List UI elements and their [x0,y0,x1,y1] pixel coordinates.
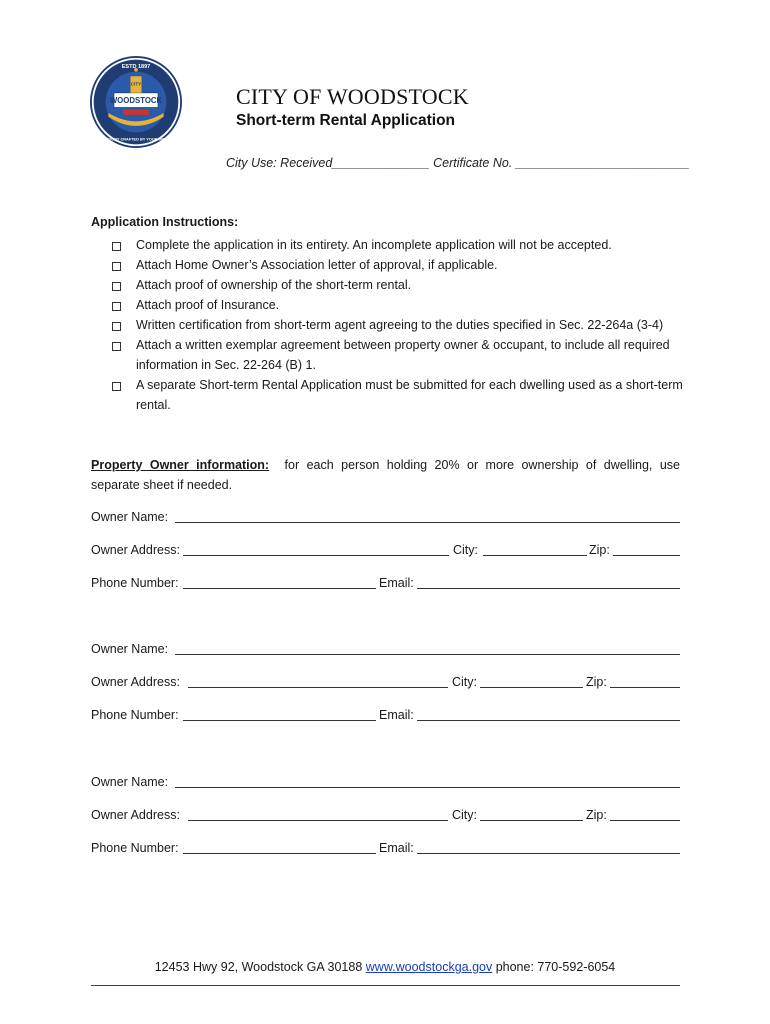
owner-address-row [91,543,680,561]
owner-address-field[interactable] [188,808,448,821]
instruction-text: Attach a written exemplar agreement between property owner & occupant, to include all required information in Sec. 22-264 (B) 1. [136,338,670,372]
owner-email-label: Email: [379,708,414,722]
checkbox-icon [112,282,121,291]
owner-address-label: Owner Address: [91,808,180,822]
instruction-item [112,375,692,415]
owner-name-field[interactable] [175,510,680,523]
owner-address-field[interactable] [183,543,449,556]
footer-website-link[interactable]: www.woodstockga.gov [365,960,493,974]
checkbox-icon [112,322,121,331]
instruction-text: Attach proof of Insurance. [136,298,280,312]
owner-address-label: Owner Address: [91,675,180,689]
property-owner-label: Property Owner information: [91,458,270,472]
instruction-item [112,235,692,255]
city-use-line: City Use: Received______________ Certificate No. _________________________ [226,156,690,170]
owner-name-label: Owner Name: [91,510,169,524]
owner-city-field[interactable] [480,808,583,821]
owner-email-field[interactable] [417,841,680,854]
owner-name-field[interactable] [175,775,680,788]
owner-city-label: City: [452,675,477,689]
seal-center-text: WOODSTOCK [109,95,163,105]
owner-city-label: City: [453,543,478,557]
owner-zip-field[interactable] [610,808,680,821]
seal-city-label: CITY [130,81,142,87]
instructions-heading: Application Instructions: [91,215,239,229]
owner-zip-field[interactable] [610,675,680,688]
instruction-text: A separate Short-term Rental Application must be submitted for each dwelling used as a short-term rental. [136,378,683,412]
owner-name-label: Owner Name: [91,775,169,789]
property-owner-text: for each person holding 20% or more ownership of dwelling, use separate sheet if needed. [91,458,680,492]
owner-address-label: Owner Address: [91,543,180,557]
owner-zip-label: Zip: [586,808,607,822]
checkbox-icon [112,302,121,311]
owner-phone-label: Phone Number: [91,708,179,722]
city-seal-logo [90,56,182,148]
instructions-list [112,235,692,415]
instruction-item [112,275,692,295]
owner-phone-label: Phone Number: [91,841,179,855]
owner-address-row [91,675,680,693]
owner-name-row [91,775,680,793]
page-footer [0,960,770,974]
checkbox-icon [112,382,121,391]
owner-city-label: City: [452,808,477,822]
seal-ring-text: OUR STORY CRAFTED BY YOUR DREAMS [96,137,176,142]
footer-address: 12453 Hwy 92, Woodstock GA 30188 [154,960,363,974]
property-owner-intro [91,455,680,495]
owner-zip-label: Zip: [589,543,610,557]
owner-name-row [91,510,680,528]
owner-city-field[interactable] [483,543,587,556]
owner-address-row [91,808,680,826]
owner-zip-label: Zip: [586,675,607,689]
owner-email-field[interactable] [417,708,680,721]
checkbox-icon [112,262,121,271]
instruction-text: Attach proof of ownership of the short-term rental. [136,278,412,292]
seal-top-text: ESTD 1897 [121,63,151,70]
owner-email-field[interactable] [417,576,680,589]
owner-phone-field[interactable] [183,841,376,854]
owner-phone-row [91,841,680,859]
owner-zip-field[interactable] [613,543,680,556]
instruction-item [112,295,692,315]
owner-name-field[interactable] [175,642,680,655]
instruction-item [112,315,692,335]
footer-phone: phone: 770-592-6054 [495,960,616,974]
page-subtitle: Short-term Rental Application [236,112,456,129]
footer-divider [91,985,680,986]
owner-email-label: Email: [379,576,414,590]
owner-address-field[interactable] [188,675,448,688]
instruction-text: Complete the application in its entirety. An incomplete application will not be accepted. [136,238,612,252]
owner-phone-row [91,576,680,594]
instruction-item [112,335,692,375]
owner-name-row [91,642,680,660]
owner-email-label: Email: [379,841,414,855]
instruction-text: Written certification from short-term agent agreeing to the duties specified in Sec. 22-264a (3-4) [136,318,664,332]
instruction-item [112,255,692,275]
page-title: CITY OF WOODSTOCK [236,84,469,109]
owner-phone-label: Phone Number: [91,576,179,590]
owner-phone-field[interactable] [183,708,376,721]
instruction-text: Attach Home Owner’s Association letter of approval, if applicable. [136,258,498,272]
owner-phone-field[interactable] [183,576,376,589]
owner-city-field[interactable] [480,675,583,688]
owner-name-label: Owner Name: [91,642,169,656]
checkbox-icon [112,342,121,351]
owner-phone-row [91,708,680,726]
checkbox-icon [112,242,121,251]
